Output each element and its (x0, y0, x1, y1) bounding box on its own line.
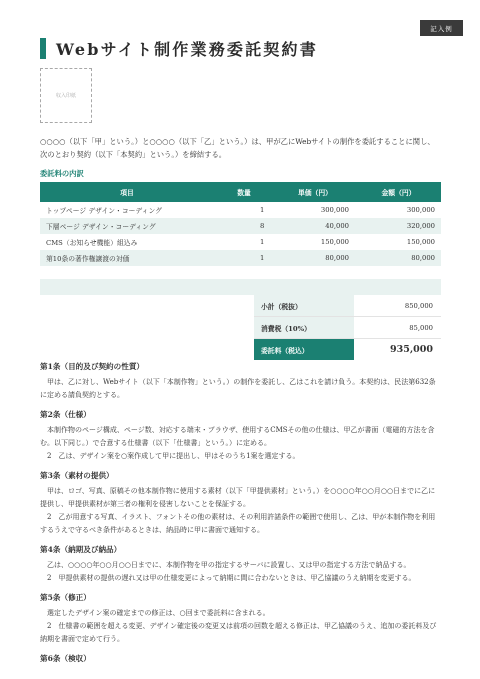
cell-qty: 1 (260, 238, 265, 246)
tax-label: 消費税（10%） (254, 317, 354, 338)
article (40, 544, 441, 585)
cell-amount: 300,000 (406, 206, 435, 214)
cell-unit-price: 300,000 (320, 206, 349, 214)
article-paragraph: 2 乙が用意する写真、イラスト、フォントその他の素材は、その利用許諾条件の範囲で使用し、乙は、甲が本制作物を利用するうえで守るべき条件があるときは、納品時に甲に書面で通知する。 (40, 513, 436, 534)
header-unit-price: 単価（円） (298, 189, 332, 197)
article (40, 409, 441, 463)
article (40, 470, 441, 537)
header-qty: 数量 (237, 189, 251, 197)
cell-unit-price: 40,000 (325, 222, 349, 230)
cell-item: トップページ デザイン・コーディング (46, 207, 162, 215)
cell-item: CMS（お知らせ機能）組込み (46, 239, 138, 247)
article-paragraph: 2 甲提供素材の提供の遅れ又は甲の仕様変更によって納期に間に合わないときは、甲乙協議のうえ納期を変更する。 (47, 574, 416, 582)
intro-paragraph: ○○○○（以下「甲」という。）と○○○○（以下「乙」という。）は、甲が乙にWebサイトの制作を委託することに関し、次のとおり契約（以下「本契約」という。）を締結する。 (40, 137, 435, 159)
fee-table-header (40, 182, 441, 202)
article-title: 第5条（修正） (40, 593, 91, 602)
article-paragraph: 本制作物のページ構成、ページ数、対応する端末・ブラウザ、使用するCMSその他の仕様は、甲乙が書面（電磁的方法を含む。以下同じ。）で合意する仕様書（以下「仕様書」という。）に定める。 (40, 426, 435, 447)
table-row (40, 218, 441, 234)
fee-table (40, 182, 441, 295)
blank-table-row (40, 279, 441, 295)
title-accent-bar (40, 38, 46, 59)
totals-table (254, 295, 441, 360)
article-paragraph: 選定したデザイン案の確定までの修正は、○回まで委託料に含まれる。 (47, 609, 270, 617)
article-paragraph: 甲は、乙に対し、Webサイト（以下「本制作物」という。）の制作を委託し、乙はこれを請け負う。本契約は、民法第632条に定める請負契約とする。 (40, 378, 436, 399)
article (40, 361, 441, 402)
cell-qty: 1 (260, 254, 265, 262)
article-title: 第2条（仕様） (40, 410, 91, 419)
total-label: 委託料（税込） (254, 339, 354, 360)
subtotal-value: 850,000 (404, 301, 433, 310)
article (40, 592, 441, 646)
sample-badge: 記入例 (420, 20, 463, 36)
article-paragraph: 2 仕様書の範囲を超える変更、デザイン確定後の変更又は前項の回数を超える修正は、甲乙協議のうえ、追加の委託料及び納期を書面で定めて行う。 (40, 622, 437, 643)
header-item: 項目 (120, 189, 134, 197)
revenue-stamp-label: 収入印紙 (55, 93, 76, 99)
cell-unit-price: 150,000 (320, 238, 349, 246)
total-row (254, 339, 441, 360)
article-title: 第6条（検収） (40, 654, 91, 663)
page-title: Webサイト制作業務委託契約書 (56, 40, 318, 59)
tax-value: 85,000 (409, 323, 433, 332)
cell-qty: 1 (260, 206, 265, 214)
header-amount: 金額（円） (381, 189, 416, 197)
cell-amount: 150,000 (406, 238, 435, 246)
subtotal-label: 小計（税抜） (254, 295, 354, 316)
table-row (40, 250, 441, 266)
cell-amount: 320,000 (406, 222, 435, 230)
total-value: 935,000 (390, 344, 433, 355)
article-paragraph: 乙は、○○○○年○○月○○日までに、本制作物を甲の指定するサーバに設置し、又は甲の指定する方法で納品する。 (47, 561, 411, 569)
cell-amount: 80,000 (411, 254, 435, 262)
fee-section-label: 委託料の内訳 (40, 169, 84, 178)
article (40, 653, 441, 665)
cell-item: 下層ページ デザイン・コーディング (46, 223, 156, 231)
article-title: 第4条（納期及び納品） (40, 545, 122, 554)
article-title: 第3条（素材の提供） (40, 471, 114, 480)
articles-section (40, 361, 441, 672)
article-paragraph: 2 乙は、デザイン案を○案作成して甲に提出し、甲はそのうち1案を選定する。 (47, 452, 300, 460)
revenue-stamp-box (40, 68, 92, 123)
table-row (40, 234, 441, 250)
table-row (40, 202, 441, 218)
article-title: 第1条（目的及び契約の性質） (40, 362, 145, 371)
article-paragraph: 甲は、ロゴ、写真、原稿その他本制作物に使用する素材（以下「甲提供素材」という。）を○○○○年○○月○○日までに乙に提供し、甲提供素材が第三者の権利を侵害しないことを保証する。 (40, 487, 436, 508)
cell-unit-price: 80,000 (325, 254, 349, 262)
subtotal-row (254, 295, 441, 317)
tax-row (254, 317, 441, 339)
cell-qty: 8 (260, 222, 265, 230)
cell-item: 第10条の著作権譲渡の対価 (46, 255, 130, 263)
title-row (40, 38, 318, 59)
